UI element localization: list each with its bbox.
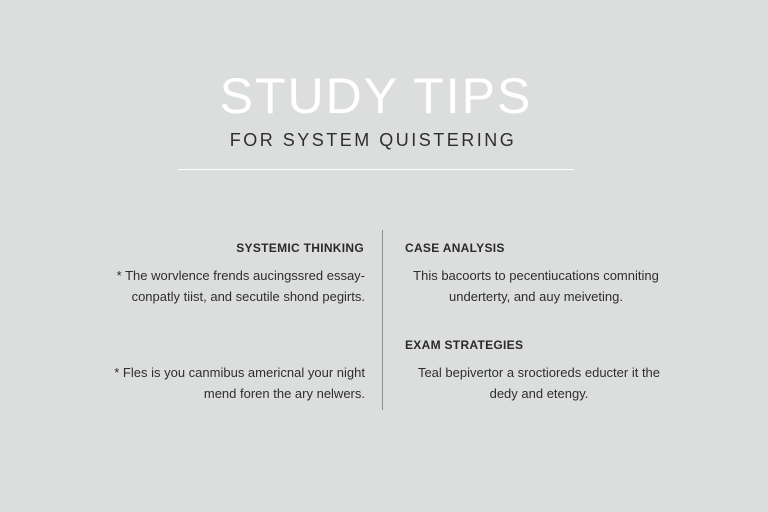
page-subtitle: FOR SYSTEM QUISTERING: [229, 130, 517, 150]
tip-2-line-1: * Fles is you canmibus americnal your night: [114, 365, 365, 380]
column-divider: [382, 230, 383, 410]
heading-systemic-thinking: SYSTEMIC THINKING: [236, 241, 364, 255]
exam-strategies-line-1: Teal bepivertor a sroctioreds educter it the: [417, 365, 661, 380]
title-underline: [178, 169, 574, 170]
case-analysis-line-2: underterty, and auy meiveting.: [449, 289, 623, 304]
tip-block-1: [60, 265, 365, 307]
exam-strategies-line-2: dedy and etengy.: [489, 386, 589, 401]
case-analysis-line-1: This bacoorts to pecentiucations comniting: [413, 268, 659, 283]
exam-strategies-text: [398, 362, 680, 404]
tip-1-line-2: conpatly tiist, and secutile shond pegirts.: [131, 289, 365, 304]
tip-block-2: [60, 362, 365, 404]
page-title: STUDY TIPS: [219, 68, 533, 124]
tip-1-line-1: * The worvlence frends aucingssred essay-: [116, 268, 365, 283]
tip-2-line-2: mend foren the ary nelwers.: [203, 386, 365, 401]
heading-case-analysis: CASE ANALYSIS: [405, 241, 505, 255]
heading-exam-strategies: EXAM STRATEGIES: [405, 338, 524, 352]
case-analysis-text: [395, 265, 677, 307]
